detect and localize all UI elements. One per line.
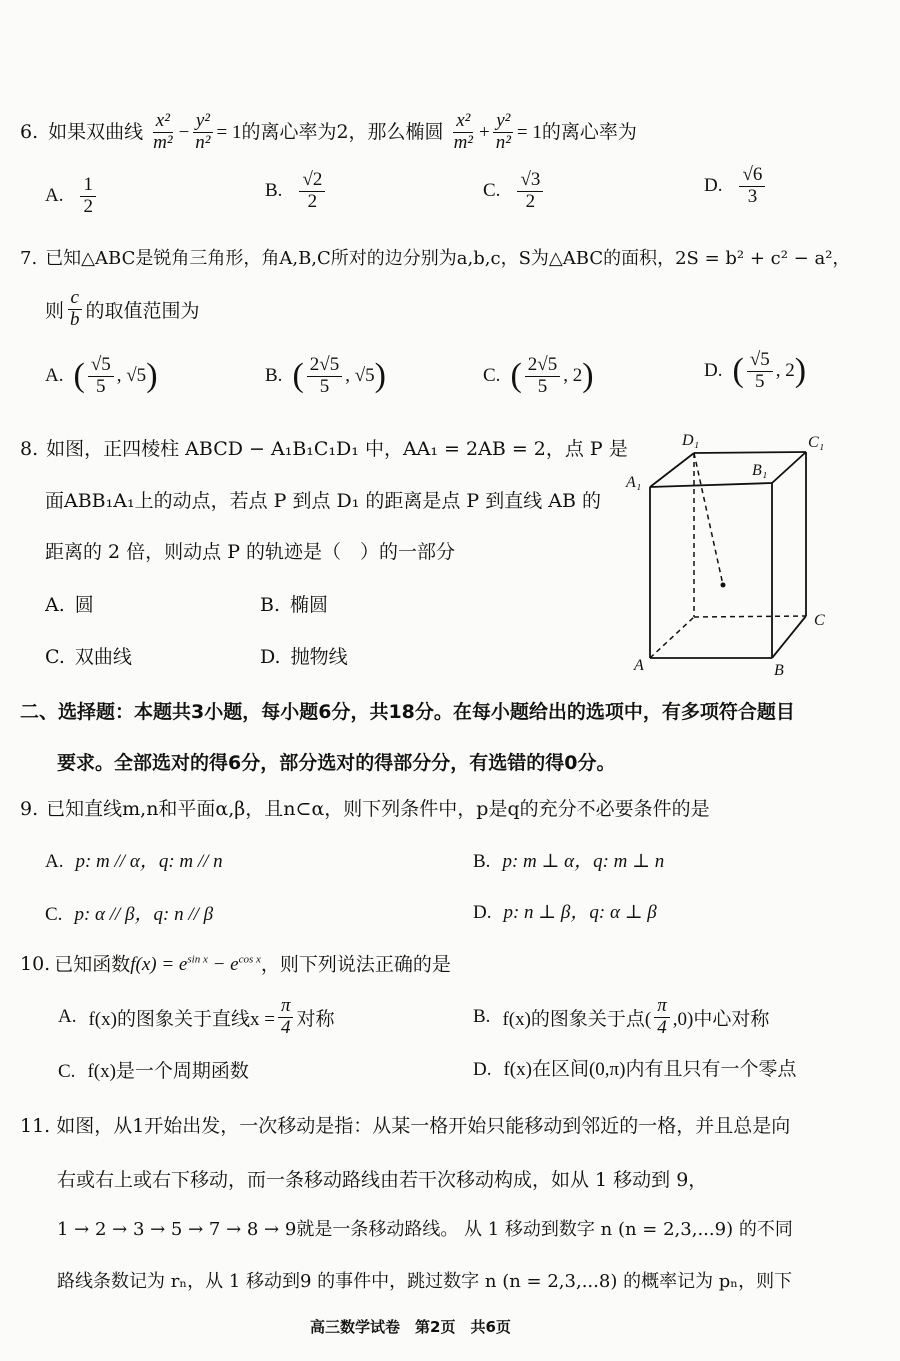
q10-option-d[interactable]: D. f(x)在区间(0,π)内有且只有一个零点 bbox=[473, 1059, 797, 1080]
q9-number: 9. bbox=[20, 798, 39, 820]
edge-d-c bbox=[694, 616, 806, 617]
q6-text-a: 如果双曲线 bbox=[48, 120, 144, 143]
edge-d1-c1 bbox=[694, 452, 806, 453]
section-2-header-line1: 二、选择题：本题共3小题，每小题6分，共18分。在每小题给出的选项中，有多项符合题目 bbox=[20, 701, 795, 723]
q6-option-b[interactable]: B. $\frac{√2}{2}$ bbox=[265, 170, 328, 213]
q10-option-b[interactable]: B. f(x)的图象关于点( $\frac{\pi}{4}$ ,0)中心对称 bbox=[473, 995, 770, 1038]
q7-option-b[interactable]: B. ( $\frac{2√5}{5}$ , √5 ) bbox=[265, 354, 386, 397]
page-footer: 高三数学试卷 第2页 共6页 bbox=[310, 1318, 511, 1336]
q10-stem: 10. 已知函数$f(x) = e^{sin x} - e^{cos x}$，则下列说法正确的是 bbox=[20, 953, 451, 976]
q11-number: 11. bbox=[20, 1115, 51, 1137]
q8-option-a[interactable]: A. 圆 bbox=[45, 594, 94, 616]
q9-option-c[interactable]: C. p: α // β，q: n // β bbox=[45, 904, 214, 925]
q6-text-c: 的离心率为 bbox=[541, 120, 637, 143]
label-b: B bbox=[774, 662, 784, 679]
edge-a1-d1 bbox=[650, 453, 694, 487]
q8-number: 8. bbox=[20, 438, 39, 460]
q7-number: 7. bbox=[20, 248, 38, 269]
q9-option-b[interactable]: B. p: m ⊥ α，q: m ⊥ n bbox=[473, 851, 665, 872]
label-d1: D₁ bbox=[682, 432, 700, 449]
edge-b-c bbox=[772, 616, 806, 658]
q6-stem bbox=[20, 109, 637, 153]
q8-stem-line3: 距离的 2 倍，则动点 P 的轨迹是（ ）的一部分 bbox=[45, 541, 456, 563]
label-c: C bbox=[814, 612, 825, 629]
q11-stem-line1: 11. 如图，从1开始出发，一次移动是指：从某一格开始只能移动到邻近的一格，并且总是向 bbox=[20, 1115, 791, 1137]
q11-stem-line4: 路线条数记为 rₙ，从 1 移动到9 的事件中，跳过数字 n (n = 2,3,...8) 的概率记为 pₙ，则下 bbox=[57, 1271, 793, 1292]
label-c1: C₁ bbox=[808, 434, 825, 451]
q8-option-d[interactable]: D. 抛物线 bbox=[260, 646, 348, 668]
q7-option-a[interactable]: A. ( $\frac{√5}{5}$ , √5 ) bbox=[45, 354, 158, 397]
label-a1: A₁ bbox=[626, 474, 642, 491]
edge-a1-b1 bbox=[650, 483, 772, 487]
q6-option-a[interactable]: A. $\frac{1}{2}$ bbox=[45, 175, 99, 218]
q6-text-b: 的离心率为2，那么椭圆 bbox=[241, 120, 444, 143]
q11-stem-line2: 右或右上或右下移动，而一条移动路线由若干次移动构成，如从 1 移动到 9， bbox=[57, 1169, 708, 1191]
q7-option-c[interactable]: C. ( $\frac{2√5}{5}$ , 2 ) bbox=[483, 354, 594, 397]
label-a: A bbox=[634, 657, 644, 674]
prism-figure bbox=[620, 425, 840, 680]
q9-option-d[interactable]: D. p: n ⊥ β，q: α ⊥ β bbox=[473, 902, 657, 923]
q7-stem-line1: 7. 已知△ABC是锐角三角形，角A,B,C所对的边分别为a,b,c，S为△ABC的面积，2S = b² + c² − a²， bbox=[20, 248, 851, 269]
edge-a-d bbox=[650, 617, 694, 658]
q10-option-c[interactable]: C. f(x)是一个周期函数 bbox=[58, 1061, 249, 1082]
label-b1: B₁ bbox=[752, 462, 768, 479]
q9-option-a[interactable]: A. p: m // α，q: m // n bbox=[45, 851, 223, 872]
q8-stem-line2: 面ABB₁A₁上的动点，若点 P 到点 D₁ 的距离是点 P 到直线 AB 的 bbox=[45, 490, 602, 512]
q10-number: 10. bbox=[20, 953, 51, 976]
section-2-header-line2: 要求。全部选对的得6分，部分选对的得部分分，有选错的得0分。 bbox=[57, 752, 616, 774]
q10-option-a[interactable]: A. f(x)的图象关于直线x = $\frac{\pi}{4}$ 对称 bbox=[58, 995, 335, 1038]
q6-number: 6. bbox=[20, 120, 39, 143]
hyperbola-equation: $\frac{\text{x²}}{\text{m²}}$ − $\frac{\text{y²}}{\text{n²}}$ = 1 bbox=[153, 109, 242, 153]
q8-option-b[interactable]: B. 椭圆 bbox=[260, 594, 329, 616]
edge-b1-c1 bbox=[772, 452, 806, 483]
q7-stem-line2: 则 $\frac{c}{b}$ 的取值范围为 bbox=[45, 287, 200, 330]
q10-function: $f(x) = e^{sin x} - e^{cos x}$ bbox=[130, 954, 261, 976]
q9-stem: 9. 已知直线m,n和平面α,β，且n⊂α，则下列条件中，p是q的充分不必要条件的是 bbox=[20, 798, 710, 820]
point-p bbox=[721, 583, 726, 588]
q6-option-d[interactable]: D. $\frac{√6}{3}$ bbox=[704, 165, 768, 208]
ellipse-equation: $\frac{\text{x²}}{\text{m²}}$ + $\frac{\text{y²}}{\text{n²}}$ = 1 bbox=[453, 109, 542, 153]
q6-option-c[interactable]: C. $\frac{√3}{2}$ bbox=[483, 170, 546, 213]
q7-option-d[interactable]: D. ( $\frac{√5}{5}$ , 2 ) bbox=[704, 349, 807, 392]
q11-stem-line3: 1 → 2 → 3 → 5 → 7 → 8 → 9就是一条移动路线。 从 1 移动到数字 n (n = 2,3,...9) 的不同 bbox=[57, 1219, 793, 1240]
q8-stem-line1: 8. 如图，正四棱柱 ABCD − A₁B₁C₁D₁ 中，AA₁ = 2AB = 2，点 P 是 bbox=[20, 438, 628, 460]
segment-d1-p bbox=[694, 453, 723, 585]
q8-option-c[interactable]: C. 双曲线 bbox=[45, 646, 132, 668]
